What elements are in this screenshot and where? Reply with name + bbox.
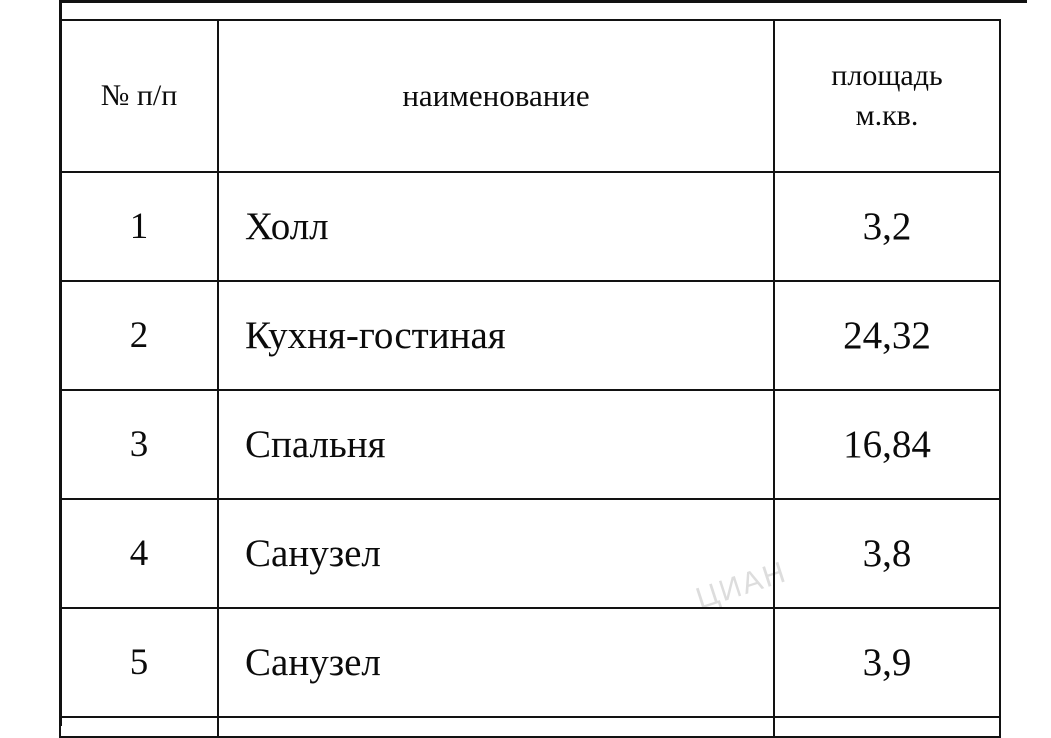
table-row <box>60 172 1000 281</box>
row-number: 3 <box>60 390 218 499</box>
room-area-clipped <box>774 717 1000 737</box>
room-name-clipped <box>218 717 774 737</box>
row-number: 5 <box>60 608 218 717</box>
room-area: 3,9 <box>774 608 1000 717</box>
watermark-text: ЦИАН <box>691 555 792 616</box>
column-header-number: № п/п <box>60 20 218 172</box>
table-row <box>60 281 1000 390</box>
table-row-clipped <box>60 717 1000 737</box>
column-header-area-line2: м.кв. <box>855 99 919 132</box>
column-header-area <box>774 20 1000 172</box>
table-header-row <box>60 20 1000 172</box>
room-name: Спальня <box>218 390 774 499</box>
room-name: Холл <box>218 172 774 281</box>
table-row <box>60 608 1000 717</box>
room-name: Кухня-гостиная <box>218 281 774 390</box>
room-name: Санузел <box>218 499 774 608</box>
room-area: 24,32 <box>774 281 1000 390</box>
document-frame-top-rule <box>59 0 1027 3</box>
room-areas-table <box>59 19 1001 738</box>
column-header-area-line1: площадь <box>831 58 943 92</box>
room-area: 3,2 <box>774 172 1000 281</box>
room-area: 16,84 <box>774 390 1000 499</box>
row-number-clipped <box>60 717 218 737</box>
row-number: 2 <box>60 281 218 390</box>
row-number: 1 <box>60 172 218 281</box>
column-header-name: наименование <box>218 20 774 172</box>
table-row <box>60 499 1000 608</box>
room-area: 3,8 <box>774 499 1000 608</box>
row-number: 4 <box>60 499 218 608</box>
room-name: Санузел <box>218 608 774 717</box>
table-row <box>60 390 1000 499</box>
